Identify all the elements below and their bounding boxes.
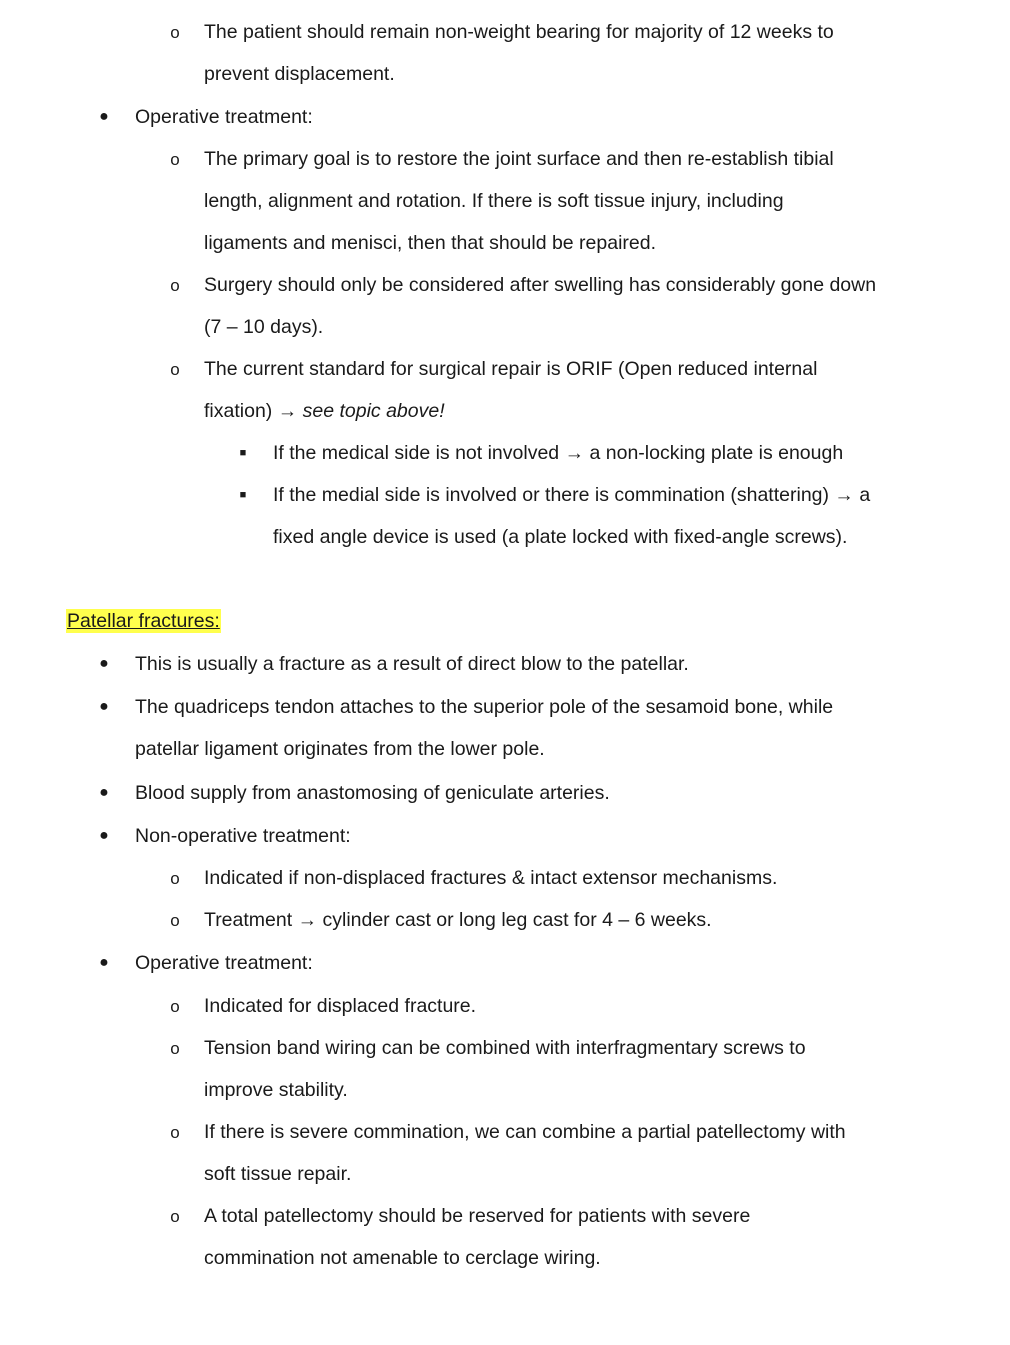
circle-bullet-icon: o [170, 1207, 180, 1226]
circle-bullet-icon: o [170, 150, 180, 169]
circle-bullet-icon: o [170, 1123, 180, 1142]
list-text: The patient should remain non-weight bearing for majority of 12 weeks to [204, 21, 834, 43]
square-bullet-icon: ■ [239, 447, 247, 459]
list-text: prevent displacement. [204, 63, 395, 85]
disc-bullet-icon: ● [99, 827, 109, 844]
section-label: Non-operative treatment: [135, 825, 351, 847]
section-label: Operative treatment: [135, 106, 313, 128]
list-text: Indicated for displaced fracture. [204, 995, 477, 1017]
section-heading: Patellar fractures: [67, 610, 220, 632]
disc-bullet-icon: ● [99, 108, 109, 125]
list-text: If there is severe commination, we can combine a partial patellectomy with [204, 1121, 846, 1143]
square-bullet-icon: ■ [239, 489, 247, 501]
list-text: length, alignment and rotation. If there is soft tissue injury, including [204, 190, 784, 212]
list-text: Blood supply from anastomosing of geniculate arteries. [135, 782, 610, 804]
list-text: fixed angle device is used (a plate locked with fixed-angle screws). [273, 526, 848, 548]
list-text: Indicated if non-displaced fractures & intact extensor mechanisms. [204, 867, 778, 889]
circle-bullet-icon: o [170, 276, 180, 295]
list-text: If the medial side is involved or there is commination (shattering) → a [273, 484, 871, 506]
section-label: Operative treatment: [135, 952, 313, 974]
list-text: If the medical side is not involved → a non-locking plate is enough [273, 442, 844, 464]
arrow-icon: → [834, 484, 854, 506]
list-text: patellar ligament originates from the lower pole. [135, 738, 545, 760]
list-text: Tension band wiring can be combined with interfragmentary screws to [204, 1037, 806, 1059]
list-text: Surgery should only be considered after swelling has considerably gone down [204, 274, 877, 296]
disc-bullet-icon: ● [99, 784, 109, 801]
disc-bullet-icon: ● [99, 698, 109, 715]
list-text: soft tissue repair. [204, 1163, 352, 1185]
disc-bullet-icon: ● [99, 954, 109, 971]
list-text: fixation) → see topic above! [204, 400, 445, 422]
list-text: commination not amenable to cerclage wiring. [204, 1247, 601, 1269]
list-text: ligaments and menisci, then that should be repaired. [204, 232, 657, 254]
list-text: The quadriceps tendon attaches to the superior pole of the sesamoid bone, while [135, 696, 834, 718]
list-text: This is usually a fracture as a result of direct blow to the patellar. [135, 653, 689, 675]
list-text: improve stability. [204, 1079, 348, 1101]
arrow-icon: → [297, 909, 318, 931]
list-text: The current standard for surgical repair is ORIF (Open reduced internal [204, 358, 818, 380]
list-text: A total patellectomy should be reserved for patients with severe [204, 1205, 751, 1227]
list-text: Treatment → cylinder cast or long leg cast for 4 – 6 weeks. [204, 909, 712, 931]
circle-bullet-icon: o [170, 23, 180, 42]
list-text: (7 – 10 days). [204, 316, 324, 338]
list-text: The primary goal is to restore the joint surface and then re-establish tibial [204, 148, 834, 170]
arrow-icon: → [564, 442, 585, 464]
circle-bullet-icon: o [170, 1039, 180, 1058]
circle-bullet-icon: o [170, 869, 180, 888]
circle-bullet-icon: o [170, 911, 180, 930]
arrow-icon: → [277, 400, 298, 422]
circle-bullet-icon: o [170, 360, 180, 379]
disc-bullet-icon: ● [99, 655, 109, 672]
circle-bullet-icon: o [170, 997, 180, 1016]
